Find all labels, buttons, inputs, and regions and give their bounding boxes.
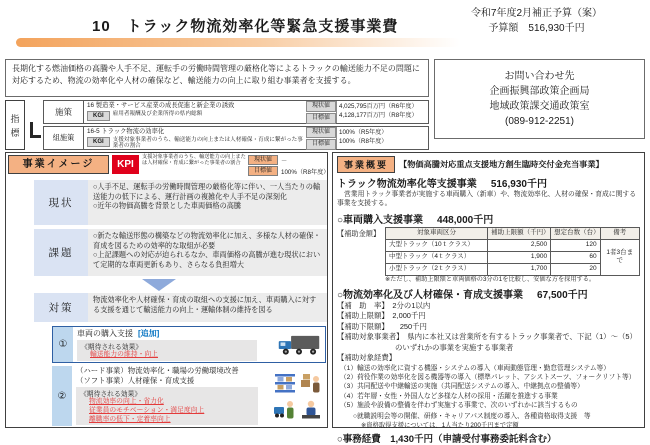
cell-remark: 1者3台まで — [600, 239, 639, 275]
effect-item: 物流効率の向上・省力化 — [89, 397, 164, 405]
expense-sub-item: ○就職説明会等の開催、研修・キャリアパス制度の導入、各種資格取得支援 等 — [353, 413, 591, 421]
cell-max: 2,500 — [488, 239, 551, 251]
porters-with-boxes-icon — [299, 372, 323, 396]
contact-division: 地域政策課交通政策室 — [489, 101, 590, 112]
kpi-current-value: － — [281, 158, 288, 165]
policy-indicator-row — [43, 100, 429, 124]
overview-text: 長期化する燃油価格の高騰や人手不足、運転手の労働時間管理の厳格化等によるトラックの輸送能力不足の問題に対応するため、物流の効率化や人材の確保など、輸送能力の向上に取り組む事業者を支援する。 — [12, 64, 420, 85]
kpi-target-label: 目標値 — [248, 166, 278, 176]
current-value-label: 現状値 — [306, 127, 336, 138]
delivery-driver-icon — [273, 398, 297, 422]
table-header-row — [386, 227, 640, 239]
subpolicy-row-label: 組施策 — [44, 127, 84, 149]
subpolicy-name: 16-5 トラック物流の効率化 — [87, 128, 165, 135]
cell-category: 小型トラック（2ｔクラス） — [386, 263, 488, 275]
subpolicy-metric-values — [336, 127, 428, 149]
admin-cost-line: ○事務経費 1,430千円（申請受付事務委託料含む） — [337, 434, 557, 445]
efficiency-subsidy-amount: 67,500千円 — [537, 289, 588, 301]
item-body — [72, 366, 326, 426]
subpolicy-metric-labels — [306, 127, 336, 149]
cell-count: 60 — [551, 251, 600, 263]
measures-body — [88, 293, 327, 322]
eligible-expenses-label: 【補助対象経費】 — [337, 353, 397, 363]
expense-item: （3）共同配送や中継輸送の実施（共同配送システムの導入、中継拠点の整備等） — [340, 383, 584, 391]
clipart-icons — [273, 372, 325, 422]
cell-max: 1,900 — [488, 251, 551, 263]
table-row — [386, 239, 640, 251]
measures-label: 対策 — [34, 293, 88, 322]
kpi-target-value: 100%（R8年度） — [281, 169, 330, 176]
current-state-item: ○近年の物価高騰を背景とした車両価格の高騰 — [93, 201, 242, 211]
subsidy-table — [385, 227, 640, 276]
col-header-category: 対象車両区分 — [386, 227, 488, 239]
efficiency-subsidy-title: ○物流効率化及び人材確保・育成支援事業 — [337, 289, 524, 301]
soft-project-line: （ソフト事業）人材確保・育成支援 — [76, 375, 195, 385]
item-number: ① — [53, 327, 73, 362]
policy-kgi-text: 雇用者報酬及び企業所得の県内総額 — [112, 110, 203, 117]
kpi-badge: KPI — [112, 155, 139, 174]
col-header-remark: 備考 — [600, 227, 639, 239]
effect-item: 従業員のモチベーション・満足度向上 — [89, 406, 205, 414]
program-description: 営業用トラック事業者が実施する車両購入（新車）や、物流効率化、人材の確保・育成に関する事業を支援する。 — [337, 191, 636, 207]
col-header-max: 補助上限額（千円） — [488, 227, 551, 239]
connector-line — [30, 122, 41, 138]
contact-box — [434, 59, 645, 139]
current-state-row — [34, 180, 327, 225]
col-header-count: 想定台数（台） — [551, 227, 600, 239]
issues-row — [34, 229, 327, 276]
title-underline-decoration — [16, 38, 460, 47]
expected-effects-label: 《期待される効果》 — [81, 344, 143, 351]
cell-count: 20 — [551, 263, 600, 275]
kgi-badge: KGI — [87, 137, 110, 147]
expected-effects-box — [77, 340, 257, 361]
kpi-text: 支援対象事業者のうち、輸送能力の向上または人材確保・育成に繋がった事業者の割合 — [142, 154, 246, 167]
cell-category: 大型トラック（10ｔクラス） — [386, 239, 488, 251]
vehicle-subsidy-amount: 448,000千円 — [437, 214, 494, 226]
subsidy-table-label: 【補助金額】 — [337, 228, 381, 238]
contact-phone: (089-912-2251) — [505, 116, 574, 127]
current-state-item: ○人手不足、運転手の労働時間管理の厳格化等に伴い、一人当たりの輸送能力の低下による、運行計画の複雑化や人手不足の深刻化 — [93, 182, 321, 201]
cell-category: 中型トラック（4ｔクラス） — [386, 251, 488, 263]
added-tag: [追加] — [138, 329, 160, 338]
issues-label: 課題 — [34, 229, 88, 276]
indicator-section — [5, 100, 429, 150]
policy-metric-labels — [306, 101, 336, 123]
subsidy-max-line: 【補助上限額】 2,000千円 — [337, 311, 426, 321]
target-value-label: 目標値 — [306, 139, 336, 150]
measures-row — [34, 293, 327, 322]
subpolicy-current-value: 100%（R5年度） — [339, 129, 388, 136]
measures-intro: 物流効率化や人材確保・育成の取組への支援に加え、車両購入に対する支援を通じて輸送能力の向上・運輸体制の維持を図る — [93, 295, 317, 314]
eligible-operators-line: 【補助対象事業者】 県内に本社又は営業所を有するトラック事業者で、下記（1）～（5）のいずれかの事業を実施する事業者 — [337, 332, 637, 352]
item-title: 車両の購入支援 — [77, 329, 133, 338]
hard-project-line: （ハード事業）物流効率化・職場の労働環境改善 — [76, 366, 239, 375]
project-image-header: 事業イメージ — [8, 155, 109, 174]
expense-item: （1）輸送の効率化に資する機器・システムの導入（車両動態管理・勤怠管理システム等） — [340, 364, 610, 372]
issue-item: ○上記課題への対応が迫られるなか、車両価格の高騰が進む現状において定期的な車両更新もあり、さらなる負担増大 — [93, 250, 321, 270]
subpolicy-target-value: 100%（R8年度） — [339, 137, 388, 145]
project-image-panel — [5, 152, 328, 428]
expense-note: ※資格取得支援については、1人当たり200千円まで定額 — [361, 422, 519, 430]
item-body — [73, 327, 325, 362]
budget-amount: 予算額 516,930千円 — [488, 22, 585, 34]
project-summary-header: 事業概要 — [337, 156, 395, 173]
subsidy-rate-line: 【補 助 率】 2分の1以内 — [337, 300, 431, 310]
truck-icon — [277, 334, 321, 362]
warehouse-shelf-icon — [273, 372, 297, 396]
table-note: ※ただし、補助上限額と車両価格の3分の1を比較し、安価な方を採用する。 — [385, 275, 596, 283]
indicator-side-label: 指 標 — [5, 100, 25, 150]
policy-current-value: 4,025,795百万円（R6年度） — [339, 103, 418, 110]
expense-item: （2）荷役作業の効率化を図る機器等の導入（標準パレット、アシストスーツ、フォークリフト等） — [340, 374, 636, 382]
project-summary-panel — [332, 152, 645, 445]
expected-effects-label: 《期待される効果》 — [80, 390, 142, 398]
policy-row-label: 施策 — [44, 101, 84, 123]
budget-label: 令和7年度2月補正予算（案） — [470, 8, 603, 19]
subpolicy-content — [84, 127, 306, 149]
item-number: ② — [52, 366, 72, 426]
issue-item: ○新たな輸送形態の構築などの物流効率化に加え、多様な人材の確保・育成を図るための効率的な取組が必要 — [93, 231, 321, 250]
measure-item-efficiency-hr — [52, 366, 326, 426]
expected-effects-box — [76, 387, 258, 425]
expense-item: （4）若年層・女性・外国人など多様な人材の採用・活躍を推進する事業 — [340, 392, 558, 400]
grant-note: 【物価高騰対応重点支援地方創生臨時交付金充当事業】 — [399, 159, 604, 169]
down-arrow-icon — [142, 279, 176, 291]
program-amount: 516,930千円 — [490, 179, 547, 190]
cell-max: 1,700 — [488, 263, 551, 275]
cell-count: 120 — [551, 239, 600, 251]
subsidy-min-line: 【補助下限額】 250千円 — [337, 321, 427, 331]
contact-bureau: 企画振興部政策企画局 — [489, 86, 590, 97]
current-value-label: 現状値 — [306, 101, 336, 112]
policy-name: 16 製造業・サービス産業の成長促進と新企業の誘致 — [87, 102, 235, 109]
subpolicy-indicator-row — [43, 126, 429, 150]
kgi-badge: KGI — [87, 111, 110, 121]
target-value-label: 目標値 — [306, 113, 336, 124]
page-title: 10 トラック物流効率化等緊急支援事業費 — [92, 18, 399, 35]
effect-item: 輸送能力の維持・向上 — [90, 351, 158, 358]
budget-header — [429, 7, 644, 36]
office-worker-icon — [299, 398, 323, 422]
policy-content — [84, 101, 306, 123]
kpi-current-label: 現状値 — [248, 155, 278, 165]
contact-heading: お問い合わせ先 — [504, 71, 575, 82]
current-state-label: 現状 — [34, 180, 88, 225]
policy-target-value: 4,128,177百万円（R8年度） — [339, 111, 418, 119]
program-title: トラック物流効率化等支援事業 — [337, 179, 477, 190]
current-state-body — [88, 180, 327, 225]
subpolicy-kgi-text: 支援対象事業者のうち、輸送能力の向上または人材確保・育成に繋がった事業者の割合 — [112, 136, 303, 150]
policy-metric-values — [336, 101, 428, 123]
overview-box — [5, 59, 429, 97]
issues-body — [88, 229, 327, 276]
expense-item: （5）施設や設備の整備を伴わず実施する事業で、次のいずれかに該当するもの — [340, 401, 578, 409]
effect-item: 離職率の低下・定着率向上 — [89, 415, 171, 423]
measure-item-vehicle-purchase — [52, 326, 326, 363]
vehicle-subsidy-title: ○車両購入支援事業 — [337, 214, 424, 226]
